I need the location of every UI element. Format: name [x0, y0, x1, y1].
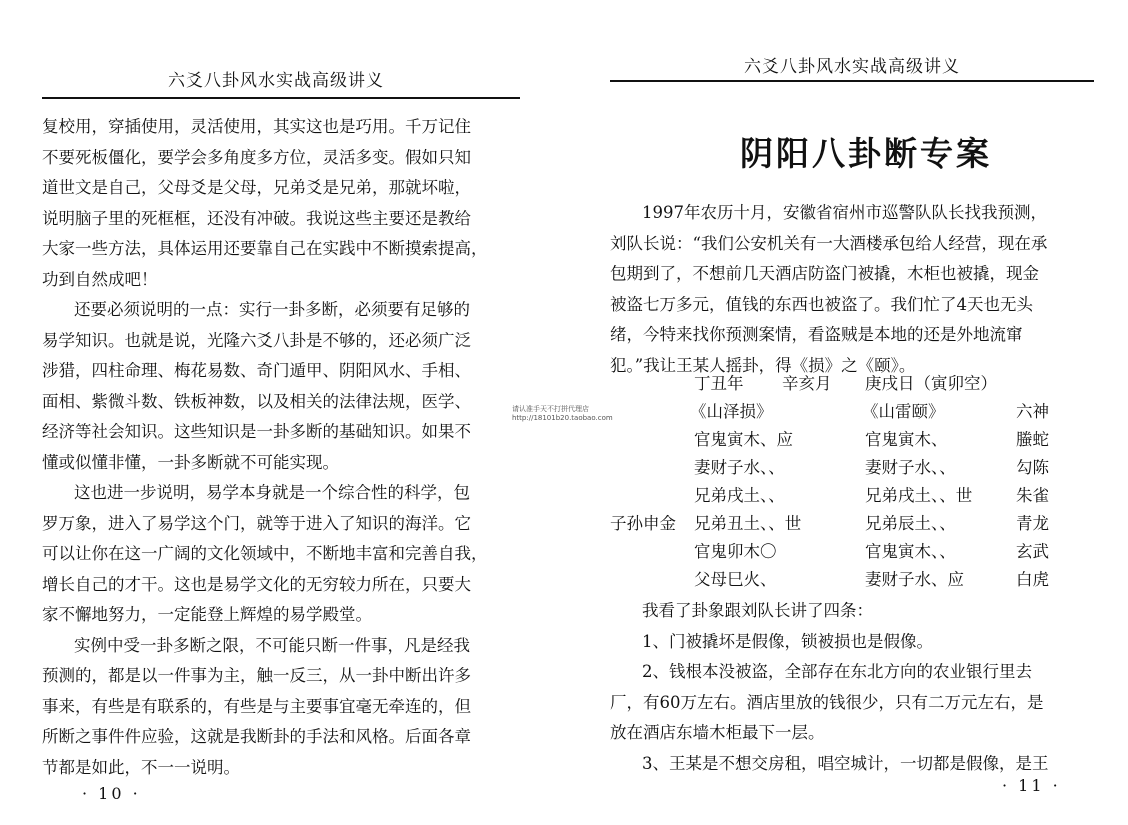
right-page-number: · 11 · [1002, 776, 1061, 795]
gua-line-row [610, 566, 1110, 594]
main-line-cell: 兄弟戌土、、 [694, 486, 785, 505]
text-line: 预测的，都是以一件事为主，触一反三，从一卦中断出许多 [42, 666, 471, 685]
text-line: 增长自己的才干。这也是易学文化的无穷较力所在，只要大 [42, 574, 471, 594]
changed-line-cell: 官鬼寅木、、 [865, 542, 956, 561]
left-header-rule [42, 97, 520, 99]
day-pillar: 庚戌日（寅卯空） [865, 374, 997, 393]
text-line: 懂或似懂非懂，一卦多断就不可能实现。 [42, 452, 339, 472]
text-line: 我看了卦象跟刘队长讲了四条： [642, 601, 873, 620]
text-line: 绪，今特来找你预测案情，看盗贼是本地的还是外地流窜 [610, 325, 1023, 344]
text-line: 功到自然成吧！ [42, 269, 158, 289]
main-line-cell: 官鬼寅木、应 [694, 430, 793, 449]
changed-line-cell: 妻财子水、、 [865, 458, 956, 477]
changed-line-cell: 妻财子水、应 [865, 570, 964, 589]
text-line: 犯。”我让王某人摇卦，得《损》之《颐》。 [610, 355, 916, 375]
gua-table [610, 370, 1110, 594]
gua-line-row [610, 482, 1110, 510]
six-god-cell: 白虎 [1016, 570, 1049, 589]
text-line: 1997年农历十月，安徽省宿州市巡警队队长找我预测， [642, 203, 1047, 222]
text-line: 1、门被撬坏是假像，锁被损也是假像。 [642, 631, 933, 651]
text-line: 复校用，穿插使用，灵活使用，其实这也是巧用。千万记住 [42, 117, 471, 136]
gua-names-row [610, 398, 1110, 426]
text-line: 所断之事件件应验，这就是我断卦的手法和风格。后面各章 [42, 727, 471, 746]
six-god-cell: 勾陈 [1016, 458, 1049, 477]
gua-line-rows [610, 426, 1110, 594]
right-running-header: 六爻八卦风水实战高级讲义 [744, 57, 960, 77]
text-line: 3、王某是不想交房租，唱空城计，一切都是假像，是王 [642, 753, 1049, 773]
text-line: 刘队长说：“我们公安机关有一大酒楼承包给人经营，现在承 [610, 233, 1048, 253]
intro-text [610, 198, 1047, 381]
text-line: 实例中受一卦多断之限，不可能只断一件事，凡是经我 [74, 635, 470, 655]
left-page-number: · 10 · [82, 784, 141, 803]
six-god-cell: 朱雀 [1016, 486, 1049, 505]
text-line: 放在酒店东墙木柜最下一层。 [610, 723, 825, 742]
main-line-cell: 妻财子水、、 [694, 458, 785, 477]
article-title: 阴阳八卦断专案 [740, 134, 992, 173]
six-god-cell: 青龙 [1016, 514, 1049, 533]
text-line: 罗万象，进入了易学这个门，就等于进入了知识的海洋。它 [42, 513, 471, 533]
left-page [0, 0, 560, 825]
main-line-cell: 官鬼卯木〇 [694, 542, 777, 561]
text-line: 包期到了，不想前几天酒店防盗门被撬，木柜也被撬，现金 [610, 264, 1039, 283]
text-line: 这也进一步说明，易学本身就是一个综合性的科学，包 [74, 483, 470, 502]
month-pillar: 辛亥月 [782, 374, 832, 393]
text-line: 2、钱根本没被盗，全部存在东北方向的农业银行里去 [642, 662, 1032, 681]
gua-line-row [610, 538, 1110, 566]
six-god-cell: 玄武 [1016, 542, 1049, 561]
gua-date-row [610, 370, 1110, 398]
text-line: 厂，有60万左右。酒店里放的钱很少，只有二万元左右，是 [610, 692, 1044, 712]
right-header-rule [610, 80, 1094, 82]
main-line-cell: 兄弟丑土、、世 [694, 514, 802, 533]
gua-line-row [610, 454, 1110, 482]
left-body-text [42, 112, 488, 783]
text-line: 说明脑子里的死框框，还没有冲破。我说这些主要还是教给 [42, 208, 471, 228]
text-line: 道世文是自己，父母爻是父母，兄弟爻是兄弟，那就坏啦， [42, 178, 471, 197]
watermark-line-1: 请认准手天不打拼代理店 [512, 405, 589, 413]
text-line: 不要死板僵化，要学会多角度多方位，灵活多变。假如只知 [42, 147, 471, 167]
six-gods-header: 六神 [1016, 402, 1049, 421]
text-line: 家不懈地努力，一定能登上辉煌的易学殿堂。 [42, 605, 372, 624]
changed-gua-name: 《山雷颐》 [862, 402, 945, 421]
changed-line-cell: 官鬼寅木、 [865, 430, 948, 449]
six-god-cell: 螣蛇 [1016, 430, 1049, 449]
text-line: 大家一些方法，具体运用还要靠自己在实践中不断摸索提高， [42, 239, 488, 258]
text-line: 经济等社会知识。这些知识是一卦多断的基础知识。如果不 [42, 422, 471, 441]
text-line: 被盗七万多元，值钱的东西也被盗了。我们忙了4天也无头 [610, 294, 1033, 314]
text-line: 涉猎，四柱命理、梅花易数、奇门遁甲、阴阳风水、手相、 [42, 361, 471, 380]
text-line: 还要必须说明的一点：实行一卦多断，必须要有足够的 [74, 300, 470, 319]
changed-line-cell: 兄弟辰土、、 [865, 514, 956, 533]
text-line: 节都是如此，不一一说明。 [42, 757, 240, 777]
text-line: 面相、紫微斗数、铁板神数，以及相关的法律法规，医学、 [42, 391, 471, 411]
gua-line-row [610, 510, 1110, 538]
text-line: 事来，有些是有联系的，有些是与主要事宜毫无牵连的，但 [42, 696, 471, 716]
main-gua-name: 《山泽损》 [690, 402, 773, 421]
right-page [560, 0, 1128, 825]
fushen-cell: 子孙申金 [610, 514, 676, 533]
gua-line-row [610, 426, 1110, 454]
main-line-cell: 父母巳火、 [694, 570, 777, 589]
watermark-line-2: http://18101b20.taobao.com [512, 414, 613, 422]
changed-line-cell: 兄弟戌土、、世 [865, 486, 973, 505]
analysis-text [610, 596, 1049, 779]
text-line: 可以让你在这一广阔的文化领域中，不断地丰富和完善自我， [42, 544, 488, 563]
text-line: 易学知识。也就是说，光隆六爻八卦是不够的，还必须广泛 [42, 330, 471, 350]
year-pillar: 丁丑年 [694, 374, 744, 393]
left-running-header: 六爻八卦风水实战高级讲义 [168, 71, 384, 91]
